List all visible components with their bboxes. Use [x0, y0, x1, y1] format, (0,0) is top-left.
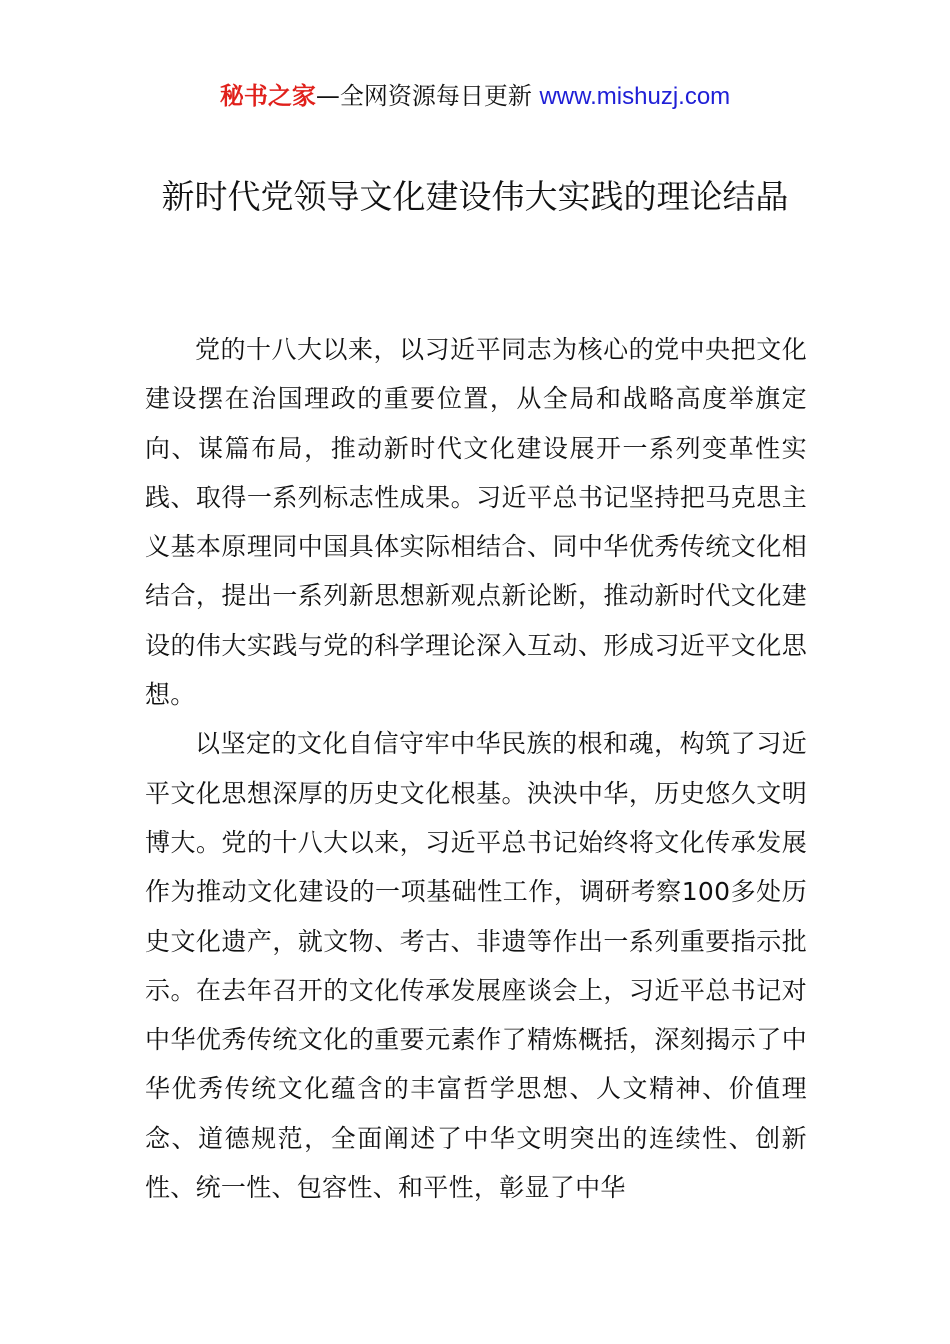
paragraph-2: 以坚定的文化自信守牢中华民族的根和魂，构筑了习近平文化思想深厚的历史文化根基。泱泱中华，历史悠久文明博大。党的十八大以来，习近平总书记始终将文化传承发展作为推动文化建设的一项基础性工作，调研考察100多处历史文化遗产，就文物、考古、非遗等作出一系列重要指示批示。在去年召开的文化传承发展座谈会上，习近平总书记对中华优秀传统文化的重要元素作了精炼概括，深刻揭示了中华优秀传统文化蕴含的丰富哲学思想、人文精神、价值理念、道德规范，全面阐述了中华文明突出的连续性、创新性、统一性、包容性、和平性，彰显了中华: [145, 729, 807, 1203]
article-body: [145, 325, 807, 1212]
paragraph-1: 党的十八大以来，以习近平同志为核心的党中央把文化建设摆在治国理政的重要位置，从全局和战略高度举旗定向、谋篇布局，推动新时代文化建设展开一系列变革性实践、取得一系列标志性成果。习近平总书记坚持把马克思主义基本原理同中国具体实际相结合、同中华优秀传统文化相结合，提出一系列新思想新观点新论断，推动新时代文化建设的伟大实践与党的科学理论深入互动、形成习近平文化思想。: [145, 335, 807, 710]
article-title: 新时代党领导文化建设伟大实践的理论结晶: [161, 177, 789, 216]
site-brand: 秘书之家: [219, 82, 316, 110]
site-tagline: —全网资源每日更新: [315, 82, 532, 110]
site-url-link[interactable]: www.mishuzj.com: [539, 83, 731, 110]
site-header: [0, 80, 950, 113]
